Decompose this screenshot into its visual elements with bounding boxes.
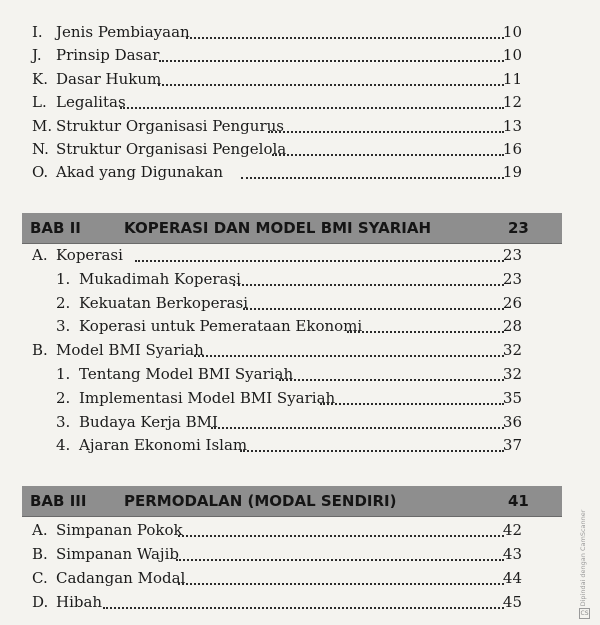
toc-entry-c (0, 566, 600, 590)
dot-leader (241, 177, 504, 179)
toc-entry-b3 (0, 410, 600, 434)
toc-entry-prefix: I. (32, 23, 43, 41)
toc-entry-page: 10 (502, 46, 522, 64)
toc-entry-prefix: A. (32, 521, 48, 539)
toc-entry-prefix: B. (32, 545, 48, 563)
toc-entry-b (0, 338, 600, 362)
toc-entry-prefix: M. (32, 117, 53, 135)
chapter-number: BAB III (30, 492, 87, 510)
dot-leader (178, 583, 504, 585)
toc-entry-l (0, 90, 600, 114)
toc-entry-d (0, 590, 600, 614)
toc-entry-page: 32 (502, 365, 522, 383)
dot-leader (159, 60, 504, 62)
toc-entry-label: Ajaran Ekonomi Islam (79, 436, 248, 454)
dot-leader (243, 308, 504, 310)
toc-entry-label: Struktur Organisasi Pengurus (56, 117, 284, 135)
toc-entry-label: Dasar Hukum (56, 70, 162, 88)
toc-entry-a (0, 518, 600, 542)
toc-entry-a (0, 243, 600, 267)
dot-leader (211, 427, 504, 429)
toc-entry-b1 (0, 362, 600, 386)
toc-entry-prefix: N. (32, 140, 49, 158)
chapter-divider (22, 516, 562, 517)
chapter-page: 41 (508, 492, 529, 510)
toc-entry-prefix: A. (32, 246, 48, 264)
toc-entry-label: Cadangan Modal (56, 569, 186, 587)
dot-leader (158, 84, 504, 86)
toc-entry-page: 11 (502, 70, 522, 88)
toc-entry-page: 13 (502, 117, 522, 135)
toc-entry-page: 23 (502, 246, 522, 264)
toc-entry-label: Implementasi Model BMI Syariah (79, 389, 336, 407)
toc-entry-page: 10 (502, 23, 522, 41)
toc-entry-page: 32 (502, 341, 522, 359)
toc-entry-label: Model BMI Syariah (56, 341, 204, 359)
toc-entry-b (0, 542, 600, 566)
chapter-heading-bab-3 (22, 486, 562, 516)
dot-leader (178, 535, 504, 537)
toc-entry-label: Legalitas (56, 93, 126, 111)
toc-entry-page: 16 (502, 140, 522, 158)
toc-entry-prefix: 3. (56, 413, 71, 431)
dot-leader (320, 403, 504, 405)
dot-leader (272, 154, 504, 156)
toc-entry-label: Koperasi (56, 246, 123, 264)
toc-entry-label: Jenis Pembiayaan (56, 23, 190, 41)
toc-entry-label: Simpanan Pokok (56, 521, 183, 539)
toc-entry-page: 42 (502, 521, 522, 539)
toc-entry-b4 (0, 433, 600, 457)
dot-leader (233, 284, 504, 286)
dot-leader (135, 260, 504, 262)
toc-entry-page: 35 (502, 389, 522, 407)
toc-entry-page: 19 (502, 163, 522, 181)
toc-entry-label: Budaya Kerja BMI (79, 413, 218, 431)
toc-entry-page: 23 (502, 270, 522, 288)
toc-entry-prefix: C. (32, 569, 48, 587)
dot-leader (103, 607, 504, 609)
dot-leader (240, 450, 504, 452)
toc-entry-page: 45 (502, 593, 522, 611)
toc-entry-a2 (0, 291, 600, 315)
toc-entry-page: 36 (502, 413, 522, 431)
camscanner-watermark (570, 510, 596, 620)
dot-leader (176, 559, 504, 561)
toc-entry-page: 37 (502, 436, 522, 454)
chapter-title: KOPERASI DAN MODEL BMI SYARIAH (124, 219, 431, 237)
toc-entry-n (0, 137, 600, 161)
toc-entry-prefix: D. (32, 593, 49, 611)
dot-leader (268, 131, 504, 133)
toc-entry-j (0, 43, 600, 67)
toc-entry-label: Mukadimah Koperasi (79, 270, 241, 288)
dot-leader (194, 355, 504, 357)
watermark-text: Dipindai dengan CamScanner (579, 509, 587, 607)
toc-entry-prefix: O. (32, 163, 49, 181)
toc-entry-m (0, 114, 600, 138)
toc-entry-prefix: B. (32, 341, 48, 359)
toc-entry-prefix: 1. (56, 365, 71, 383)
dot-leader (120, 107, 504, 109)
camscanner-logo-icon: CS (580, 610, 589, 617)
toc-entry-prefix: 2. (56, 294, 71, 312)
toc-entry-k (0, 67, 600, 91)
toc-entry-prefix: 4. (56, 436, 71, 454)
toc-entry-b2 (0, 386, 600, 410)
toc-entry-label: Akad yang Digunakan (56, 163, 224, 181)
toc-entry-a1 (0, 267, 600, 291)
chapter-heading-bab-2 (22, 213, 562, 243)
toc-entry-label: Simpanan Wajib (56, 545, 179, 563)
toc-entry-label: Koperasi untuk Pemerataan Ekonomi (79, 317, 363, 335)
toc-entry-prefix: J. (32, 46, 42, 64)
dot-leader (279, 379, 504, 381)
chapter-title: PERMODALAN (MODAL SENDIRI) (124, 492, 397, 510)
toc-entry-label: Hibah (56, 593, 103, 611)
dot-leader (347, 331, 504, 333)
dot-leader (186, 37, 504, 39)
toc-entry-label: Prinsip Dasar (56, 46, 160, 64)
toc-entry-label: Struktur Organisasi Pengelola (56, 140, 287, 158)
toc-entry-label: Kekuatan Berkoperasi (79, 294, 249, 312)
toc-entry-page: 12 (502, 93, 522, 111)
toc-entry-page: 28 (502, 317, 522, 335)
toc-entry-page: 44 (502, 569, 522, 587)
toc-entry-prefix: 3. (56, 317, 71, 335)
toc-entry-prefix: 2. (56, 389, 71, 407)
toc-entry-page: 43 (502, 545, 522, 563)
toc-entry-o (0, 160, 600, 184)
toc-entry-prefix: L. (32, 93, 47, 111)
toc-entry-prefix: 1. (56, 270, 71, 288)
toc-entry-a3 (0, 314, 600, 338)
toc-entry-prefix: K. (32, 70, 48, 88)
chapter-number: BAB II (30, 219, 81, 237)
toc-entry-i (0, 20, 600, 44)
toc-entry-label: Tentang Model BMI Syariah (79, 365, 294, 383)
chapter-page: 23 (508, 219, 529, 237)
toc-entry-page: 26 (502, 294, 522, 312)
